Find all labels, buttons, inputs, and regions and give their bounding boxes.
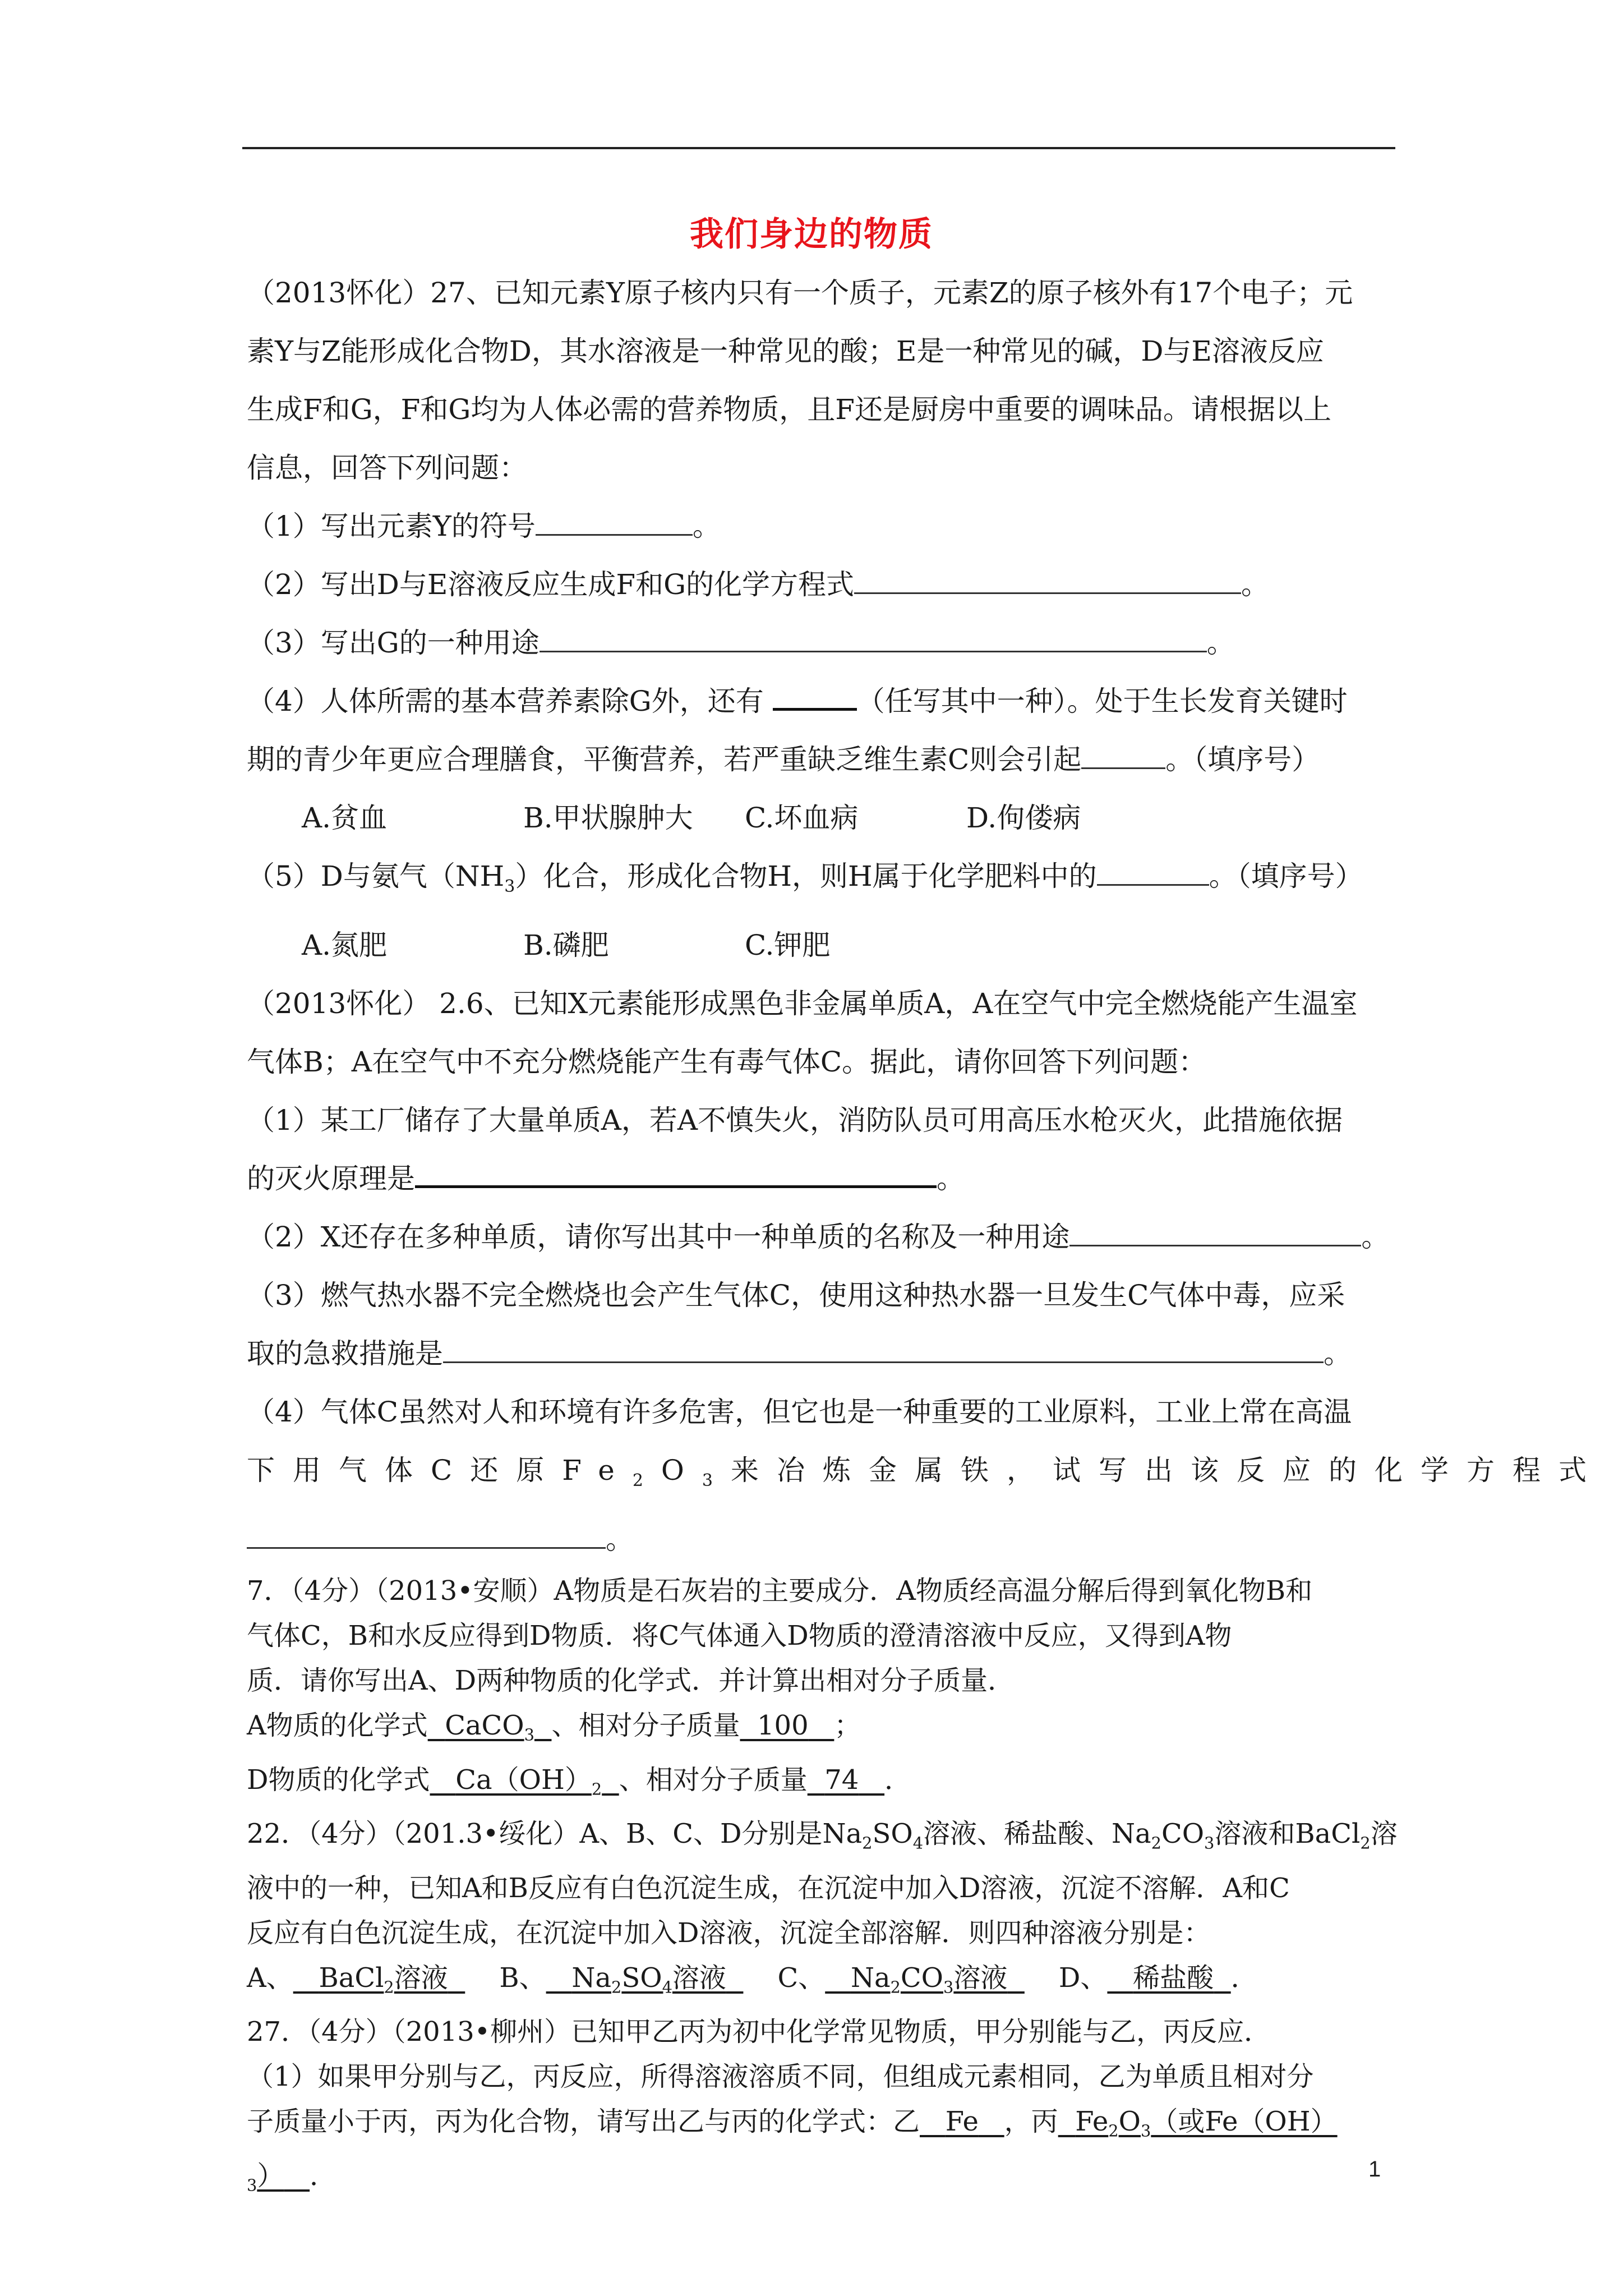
q2-part-1-text: 的灭火原理是: [247, 1162, 415, 1195]
answer-blank[interactable]: [536, 508, 693, 536]
q2-part-4-line-3: [247, 1510, 1396, 1568]
q5-line-4: [247, 2154, 1396, 2208]
q1-part-4-text-c: 期的青少年更应合理膳食，平衡营养，若严重缺乏维生素C则会引起: [247, 743, 1082, 776]
text: 溶液和BaCl: [1214, 1818, 1361, 1850]
option-a: A.氮肥: [302, 929, 388, 961]
text: 溶液: [394, 1962, 448, 1994]
subscript: 2: [890, 1977, 901, 1997]
text: O: [1118, 2106, 1141, 2138]
q3-answer-a: [247, 1703, 1396, 1757]
subscript: 4: [662, 1977, 672, 1997]
q1-intro-line-3: 生成F和G，F和G均为人体必需的营养物质，且F还是厨房中重要的调味品。请根据以上: [247, 393, 1331, 426]
text: SO: [872, 1818, 913, 1850]
answer-formula: [430, 1764, 619, 1799]
q3-line-1: 7．（4分）（2013•安顺）A物质是石灰岩的主要成分．A物质经高温分解后得到氧化物B和: [247, 1575, 1313, 1607]
text: BaCl: [319, 1962, 384, 1994]
text: SO: [621, 1962, 662, 1994]
answer-formula: [428, 1710, 552, 1745]
q2-part-4-text-b: O: [661, 1454, 702, 1487]
q1-intro-line-1: （2013怀化）27、已知元素Y原子核内只有一个质子，元素Z的原子核外有17个电子；元: [247, 277, 1353, 309]
q1-part-5-options: [247, 916, 1396, 974]
q1-part-5: [247, 847, 1396, 916]
text: 溶液、稀盐酸、Na: [923, 1818, 1151, 1850]
punct: ．: [884, 1764, 912, 1796]
subscript: 3: [247, 2175, 257, 2195]
q1-part-4-text-d: 。（填序号）: [1165, 743, 1320, 776]
q1-part-4-options: [247, 789, 1396, 847]
subscript: 2: [1360, 1833, 1371, 1853]
text: Na: [850, 1962, 891, 1994]
option-d: D.佝偻病: [966, 802, 1081, 834]
q2-intro-line-1: （2013怀化） 2.6、已知X元素能形成黑色非金属单质A，A在空气中完全燃烧能产生温室: [247, 987, 1358, 1020]
answer-a: [293, 1962, 465, 1997]
answer-blank[interactable]: [415, 1159, 937, 1188]
q2-part-2: [247, 1208, 1396, 1266]
answer-mass: [808, 1764, 884, 1796]
q1-part-3: [247, 614, 1396, 672]
subscript: 2: [611, 1977, 622, 1997]
q1-part-4-text-a: （4）人体所需的基本营养素除G外，还有: [247, 685, 764, 717]
punct: ．: [1230, 1962, 1258, 1994]
q3-line-3: 质．请你写出A、D两种物质的化学式．并计算出相对分子质量．: [247, 1665, 1015, 1696]
q1-intro-line-2: 素Y与Z能形成化合物D，其水溶液是一种常见的酸；E是一种常见的碱，D与E溶液反应: [247, 335, 1324, 367]
question-5: [247, 2009, 1396, 2207]
text: ，丙: [1004, 2106, 1058, 2138]
label: D物质的化学式: [247, 1764, 430, 1796]
header-rule: [242, 147, 1395, 149]
option-c: C.钾肥: [745, 929, 831, 961]
answer-blank[interactable]: [854, 567, 1241, 594]
q1-intro-line-4: 信息，回答下列问题：: [247, 452, 527, 484]
q1-part-2: [247, 555, 1396, 614]
question-2: [247, 974, 1604, 1568]
q2-part-1-line-2: [247, 1149, 1396, 1208]
label: C、: [777, 1962, 826, 1994]
answer-bing-cont: [247, 2160, 310, 2195]
text: Na: [571, 1962, 611, 1994]
text: 溶: [1370, 1818, 1398, 1850]
q2-part-4-text-c: 来冶炼金属铁，试写出该反应的化学方程式: [731, 1454, 1604, 1487]
document-body: [247, 264, 1604, 2208]
subscript: 3: [504, 877, 515, 896]
q4-line-3: 反应有白色沉淀生成，在沉淀中加入D溶液，沉淀全部溶解．则四种溶液分别是：: [247, 1917, 1211, 1949]
subscript: 2: [1108, 2121, 1119, 2141]
q5-line-2: （1）如果甲分别与乙，丙反应，所得溶液溶质不同，但组成元素相同，乙为单质且相对分: [247, 2061, 1314, 2093]
q1-part-4-line-1: [247, 672, 1396, 730]
text: Fe: [945, 2106, 979, 2138]
text: （或Fe（OH）: [1151, 2106, 1338, 2138]
q1-part-3-text: （3）写出G的一种用途: [247, 627, 540, 659]
label: B、: [499, 1962, 546, 1994]
subscript: 2: [384, 1977, 394, 1997]
q1-part-1: [247, 497, 1396, 555]
q5-line-1: 27．（4分）（2013•柳州）已知甲乙丙为初中化学常见物质，甲分别能与乙，丙反应．: [247, 2016, 1271, 2048]
q1-part-5-text-b: ）化合，形成化合物H，则H属于化学肥料中的: [515, 860, 1097, 892]
answer-c: [825, 1962, 1025, 1997]
subscript: 3: [524, 1725, 534, 1745]
period: 。: [1206, 627, 1235, 659]
answer-blank[interactable]: [1097, 858, 1209, 886]
label: D、: [1058, 1962, 1108, 1994]
mass: 74: [824, 1764, 859, 1796]
subscript: 3: [1140, 2121, 1151, 2141]
text: 子质量小于丙，丙为化合物，请写出乙与丙的化学式：乙: [247, 2106, 920, 2138]
period: 。: [606, 1523, 634, 1556]
q2-part-4-line-1: （4）气体C虽然对人和环境有许多危害，但它也是一种重要的工业原料，工业上常在高温: [247, 1396, 1352, 1428]
label: 、相对分子质量: [551, 1710, 740, 1741]
answer-bing: [1058, 2106, 1338, 2141]
subscript: 3: [943, 1977, 954, 1997]
q1-part-1-text: （1）写出元素Y的符号: [247, 510, 536, 542]
subscript: 2: [1151, 1833, 1161, 1853]
period: 。: [1241, 568, 1270, 601]
text: CO: [900, 1962, 943, 1994]
answer-blank[interactable]: [247, 1521, 606, 1549]
q2-part-4-line-2: [247, 1441, 1604, 1510]
q4-answers: [247, 1955, 1396, 2010]
option-b: B.甲状腺肿大: [523, 802, 693, 834]
question-4: [247, 1811, 1396, 2009]
question-3: [247, 1568, 1396, 1811]
text: 溶液: [672, 1962, 726, 1994]
text: Fe: [1075, 2106, 1109, 2138]
q1-part-5-text-a: （5）D与氨气（NH: [247, 860, 505, 892]
q3-line-2: 气体C，B和水反应得到D物质．将C气体通入D物质的澄清溶液中反应，又得到A物: [247, 1620, 1232, 1651]
answered-questions: [247, 1568, 1396, 2208]
q1-part-2-text: （2）写出D与E溶液反应生成F和G的化学方程式: [247, 568, 855, 601]
label: A物质的化学式: [247, 1710, 428, 1741]
subscript: 2: [862, 1833, 873, 1853]
option-a: A.贫血: [302, 802, 388, 834]
subscript: 2: [591, 1779, 602, 1799]
q2-part-3-line-2: [247, 1324, 1396, 1383]
period: 。: [692, 510, 721, 542]
text: ）: [257, 2160, 284, 2192]
answer-blank[interactable]: [773, 682, 857, 711]
answer-yi: [920, 2106, 1004, 2137]
punct: ；: [834, 1710, 861, 1741]
q2-part-2-text: （2）X还存在多种单质，请你写出其中一种单质的名称及一种用途: [247, 1221, 1070, 1253]
answer-blank[interactable]: [1069, 1219, 1361, 1246]
q5-line-3: [247, 2099, 1396, 2154]
label: 、相对分子质量: [619, 1764, 808, 1796]
answer-blank[interactable]: [443, 1336, 1324, 1363]
answer-blank[interactable]: [540, 625, 1207, 652]
q2-part-3-line-1: （3）燃气热水器不完全燃烧也会产生气体C，使用这种热水器一旦发生C气体中毒，应采: [247, 1279, 1345, 1312]
q1-part-5-text-c: 。（填序号）: [1209, 860, 1363, 892]
period: 。: [1324, 1337, 1352, 1370]
subscript: 3: [1204, 1833, 1215, 1853]
q1-part-4-line-2: [247, 730, 1396, 789]
subscript: 4: [912, 1833, 924, 1853]
q4-line-1: [247, 1811, 1396, 1866]
text: 22．（4分）（201.3•绥化）A、B、C、D分别是Na: [247, 1818, 863, 1850]
option-b: B.磷肥: [523, 929, 609, 961]
q2-intro-line-2: 气体B；A在空气中不充分燃烧能产生有毒气体C。据此，请你回答下列问题：: [247, 1046, 1207, 1078]
q3-answer-d: [247, 1757, 1396, 1812]
formula: Ca（OH）: [455, 1764, 592, 1796]
punct: ．: [310, 2160, 337, 2192]
mass: 100: [757, 1710, 809, 1741]
q1-part-4-text-b: （任写其中一种）。处于生长发育关键时: [856, 685, 1348, 717]
formula: CaCO: [445, 1710, 524, 1741]
answer-blank[interactable]: [1081, 742, 1165, 769]
q2-part-4-text-a: 下用气体C还原Fe: [247, 1454, 633, 1487]
page-title: 我们身边的物质: [690, 215, 933, 254]
question-1: [247, 264, 1396, 974]
q2-part-3-text: 取的急救措施是: [247, 1337, 443, 1370]
option-c: C.坏血病: [745, 802, 859, 834]
subscript: 2: [632, 1471, 661, 1490]
q4-line-2: 液中的一种，已知A和B反应有白色沉淀生成，在沉淀中加入D溶液，沉淀不溶解．A和C: [247, 1872, 1290, 1904]
text: CO: [1161, 1818, 1205, 1850]
period: 。: [937, 1162, 965, 1195]
answer-mass: [740, 1710, 834, 1741]
answer-d: [1107, 1962, 1230, 1994]
q2-part-1-line-1: （1）某工厂储存了大量单质A，若A不慎失火，消防队员可用高压水枪灭火，此措施依据: [247, 1104, 1343, 1137]
subscript: 3: [702, 1471, 731, 1490]
text: 溶液: [953, 1962, 1008, 1994]
answer-b: [546, 1962, 744, 1997]
label: A、: [247, 1962, 293, 1994]
period: 。: [1361, 1221, 1390, 1253]
text: 稀盐酸: [1133, 1962, 1214, 1994]
page-number: 1: [1368, 2157, 1381, 2182]
